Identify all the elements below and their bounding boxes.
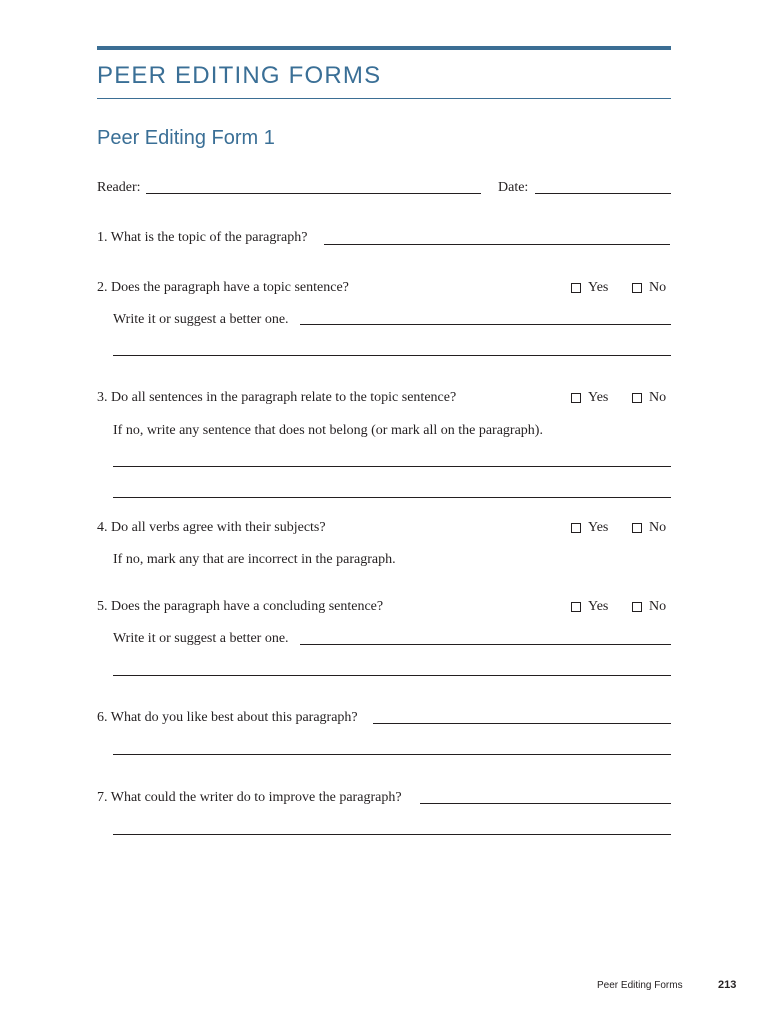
answer-line-q1[interactable] — [324, 244, 670, 245]
header-divider — [97, 98, 671, 99]
reader-field[interactable] — [146, 193, 481, 194]
checkbox-yes-q2[interactable]: Yes — [571, 279, 608, 297]
section-title: PEER EDITING FORMS — [97, 62, 382, 89]
answer-line-q2-a[interactable] — [300, 324, 671, 325]
date-field[interactable] — [535, 193, 671, 194]
checkbox-yes-q4[interactable]: Yes — [571, 519, 608, 537]
question-5: 5. Does the paragraph have a concluding sentence? — [97, 599, 384, 614]
answer-line-q6-a[interactable] — [373, 723, 671, 724]
answer-line-q5-b[interactable] — [113, 675, 671, 676]
answer-line-q5-a[interactable] — [300, 644, 671, 645]
page-number: 213 — [718, 979, 737, 991]
answer-line-q2-b[interactable] — [113, 355, 671, 356]
checkbox-no-q5[interactable]: No — [632, 598, 666, 616]
question-6: 6. What do you like best about this paragraph? — [97, 710, 358, 725]
follow-up-q4: If no, mark any that are incorrect in the paragraph. — [113, 552, 396, 567]
checkbox-no-q2[interactable]: No — [632, 279, 666, 297]
question-4: 4. Do all verbs agree with their subjects? — [97, 520, 326, 535]
checkbox-yes-q3[interactable]: Yes — [571, 389, 608, 407]
checkbox-icon — [632, 602, 642, 612]
checkbox-icon — [632, 523, 642, 533]
question-7: 7. What could the writer do to improve the paragraph? — [97, 790, 402, 805]
answer-line-q3-b[interactable] — [113, 497, 671, 498]
footer-label: Peer Editing Forms — [597, 980, 683, 991]
header-top-rule — [97, 46, 671, 50]
answer-line-q6-b[interactable] — [113, 754, 671, 755]
form-title: Peer Editing Form 1 — [97, 127, 275, 149]
checkbox-icon — [632, 393, 642, 403]
reader-label: Reader: — [97, 180, 141, 195]
checkbox-yes-q5[interactable]: Yes — [571, 598, 608, 616]
checkbox-icon — [571, 283, 581, 293]
checkbox-icon — [571, 523, 581, 533]
follow-up-q2: Write it or suggest a better one. — [113, 312, 289, 327]
checkbox-icon — [571, 393, 581, 403]
answer-line-q7-b[interactable] — [113, 834, 671, 835]
checkbox-icon — [571, 602, 581, 612]
answer-line-q3-a[interactable] — [113, 466, 671, 467]
question-1: 1. What is the topic of the paragraph? — [97, 230, 308, 245]
question-2: 2. Does the paragraph have a topic sentence? — [97, 280, 349, 295]
date-label: Date: — [498, 180, 529, 195]
checkbox-icon — [632, 283, 642, 293]
checkbox-no-q4[interactable]: No — [632, 519, 666, 537]
question-3: 3. Do all sentences in the paragraph relate to the topic sentence? — [97, 390, 457, 405]
follow-up-q5: Write it or suggest a better one. — [113, 631, 289, 646]
checkbox-no-q3[interactable]: No — [632, 389, 666, 407]
answer-line-q7-a[interactable] — [420, 803, 671, 804]
follow-up-q3: If no, write any sentence that does not belong (or mark all on the paragraph). — [113, 423, 543, 438]
